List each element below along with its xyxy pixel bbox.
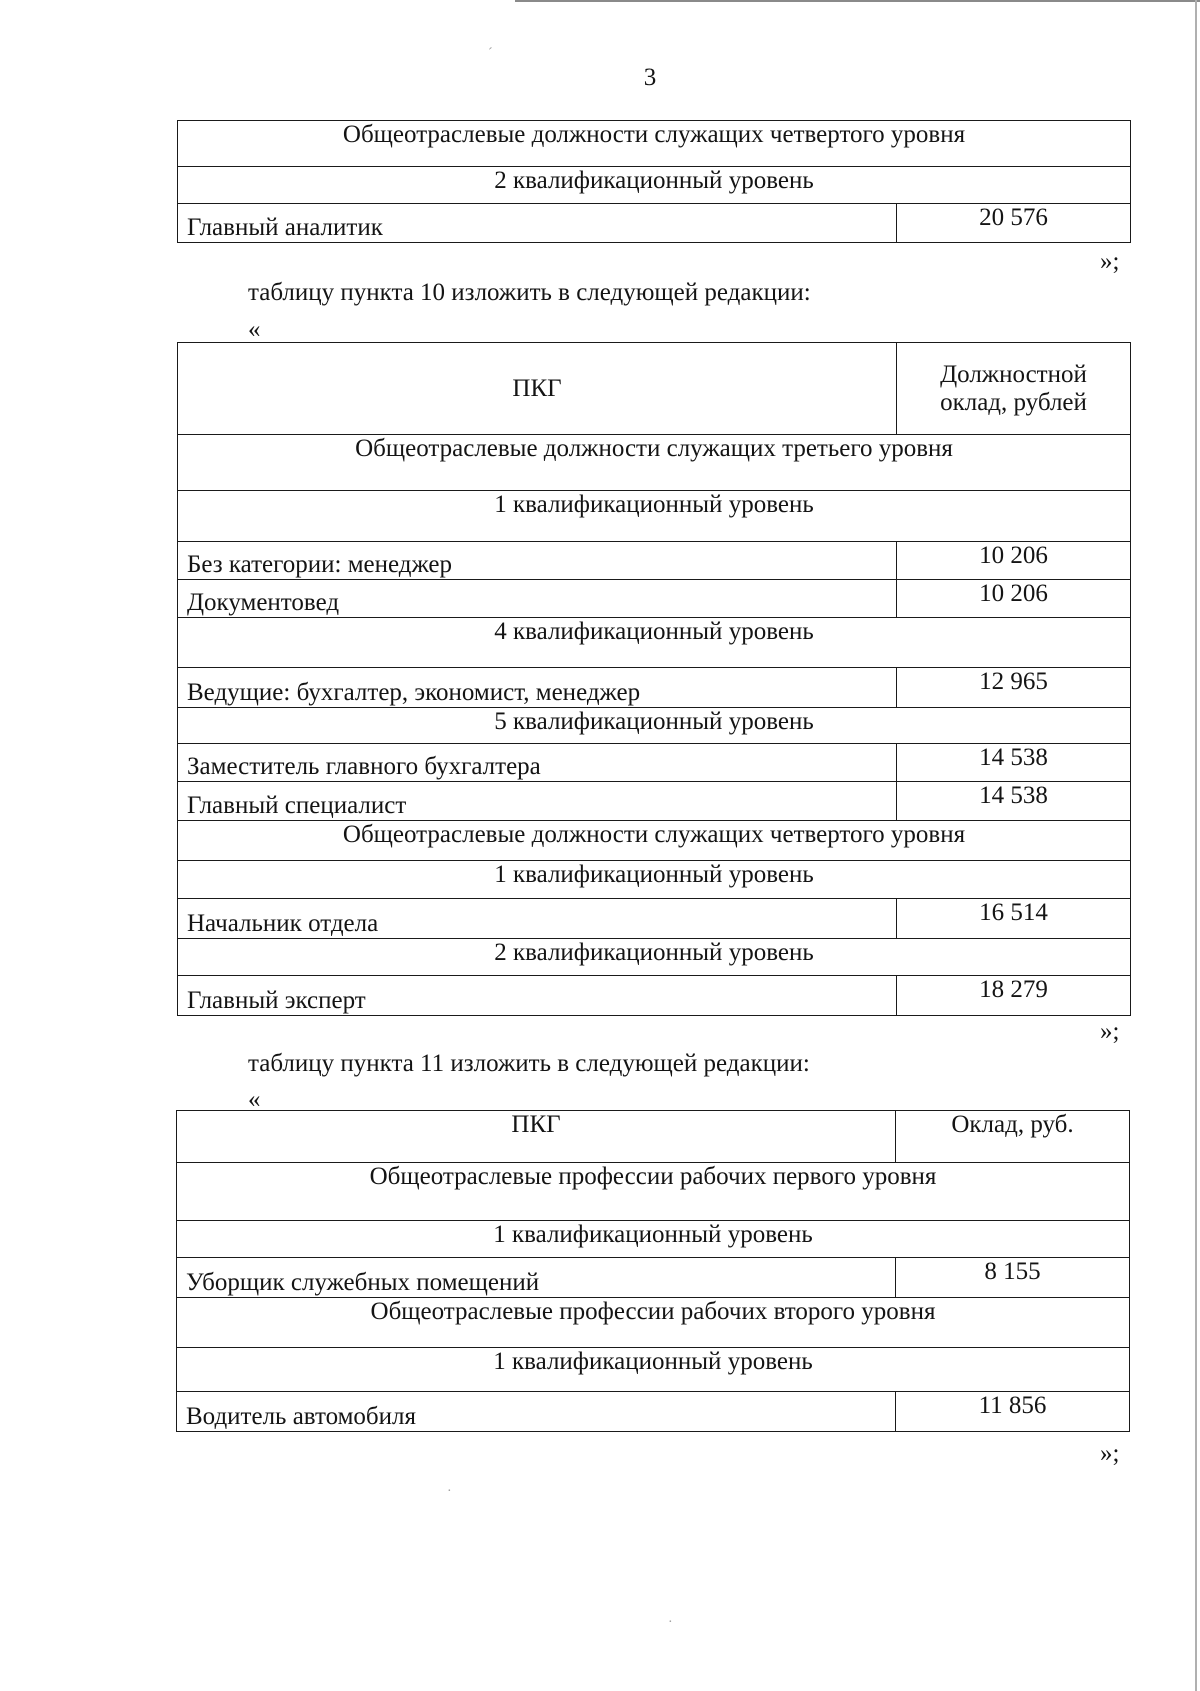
table-header-row — [178, 343, 1131, 435]
group-heading: 1 квалификационный уровень — [178, 491, 1131, 542]
scan-speck: ´ — [488, 46, 493, 61]
group-heading: 1 квалификационный уровень — [177, 1348, 1130, 1392]
table-row — [177, 1258, 1130, 1298]
table-continuation — [177, 120, 1131, 243]
table-row — [178, 668, 1131, 708]
group-heading: Общеотраслевые профессии рабочих второго уровня — [177, 1298, 1130, 1348]
salary-value: 14 538 — [897, 782, 1131, 821]
table-header-row — [177, 1111, 1130, 1163]
salary-value: 14 538 — [897, 744, 1131, 782]
salary-value: 10 206 — [897, 542, 1131, 580]
group-heading: 2 квалификационный уровень — [178, 939, 1131, 976]
column-header-salary: Оклад, руб. — [896, 1111, 1130, 1163]
scan-speck: · — [447, 1484, 452, 1499]
position-name: Главный эксперт — [178, 976, 897, 1016]
position-name: Уборщик служебных помещений — [177, 1258, 896, 1298]
table-row — [178, 821, 1131, 861]
position-name: Главный аналитик — [178, 204, 897, 243]
intro-text: таблицу пункта 10 изложить в следующей редакции: — [248, 279, 811, 306]
salary-value: 20 576 — [897, 204, 1131, 243]
table-row — [178, 542, 1131, 580]
table-row — [178, 939, 1131, 976]
group-heading: 1 квалификационный уровень — [178, 861, 1131, 899]
group-heading: 5 квалификационный уровень — [178, 708, 1131, 744]
table-row — [178, 491, 1131, 542]
position-name: Ведущие: бухгалтер, экономист, менеджер — [178, 668, 897, 708]
scan-edge-top — [515, 0, 1200, 2]
table-row — [178, 435, 1131, 491]
salary-table-point-10 — [177, 342, 1131, 1016]
table-row — [178, 580, 1131, 618]
salary-value: 12 965 — [897, 668, 1131, 708]
closing-quote: »; — [1100, 1440, 1120, 1467]
table-row — [178, 782, 1131, 821]
page-number: 3 — [643, 64, 657, 91]
salary-value: 16 514 — [897, 899, 1131, 939]
salary-value: 18 279 — [897, 976, 1131, 1016]
table-row — [178, 744, 1131, 782]
intro-text: таблицу пункта 11 изложить в следующей редакции: — [248, 1050, 810, 1077]
scan-edge-right — [1195, 0, 1197, 1691]
column-header-salary: Должностной оклад, рублей — [897, 343, 1131, 435]
position-name: Начальник отдела — [178, 899, 897, 939]
table-row — [178, 167, 1131, 204]
position-name: Главный специалист — [178, 782, 897, 821]
table-row — [178, 708, 1131, 744]
salary-value: 8 155 — [896, 1258, 1130, 1298]
group-heading: Общеотраслевые профессии рабочих первого уровня — [177, 1163, 1130, 1221]
position-name: Водитель автомобиля — [177, 1392, 896, 1432]
table-row — [178, 618, 1131, 668]
column-header-pkg: ПКГ — [177, 1111, 896, 1163]
closing-quote: »; — [1100, 248, 1120, 275]
table-row — [178, 204, 1131, 243]
table-row — [178, 976, 1131, 1016]
salary-table-point-11 — [176, 1110, 1130, 1432]
table-row — [178, 861, 1131, 899]
table-row — [177, 1163, 1130, 1221]
group-heading: 4 квалификационный уровень — [178, 618, 1131, 668]
table-row — [177, 1298, 1130, 1348]
table-row — [177, 1348, 1130, 1392]
group-heading: 1 квалификационный уровень — [177, 1221, 1130, 1258]
salary-value: 11 856 — [896, 1392, 1130, 1432]
scan-speck: · — [668, 1615, 673, 1630]
opening-quote: « — [248, 1086, 261, 1113]
table-row — [177, 1392, 1130, 1432]
group-heading: Общеотраслевые должности служащих четвертого уровня — [178, 121, 1131, 167]
table-row — [177, 1221, 1130, 1258]
opening-quote: « — [248, 316, 261, 343]
column-header-pkg: ПКГ — [178, 343, 897, 435]
group-heading: 2 квалификационный уровень — [178, 167, 1131, 204]
table-row — [178, 121, 1131, 167]
position-name: Документовед — [178, 580, 897, 618]
table-row — [178, 899, 1131, 939]
position-name: Заместитель главного бухгалтера — [178, 744, 897, 782]
salary-value: 10 206 — [897, 580, 1131, 618]
position-name: Без категории: менеджер — [178, 542, 897, 580]
closing-quote: »; — [1100, 1018, 1120, 1045]
group-heading: Общеотраслевые должности служащих третьего уровня — [178, 435, 1131, 491]
group-heading: Общеотраслевые должности служащих четвертого уровня — [178, 821, 1131, 861]
